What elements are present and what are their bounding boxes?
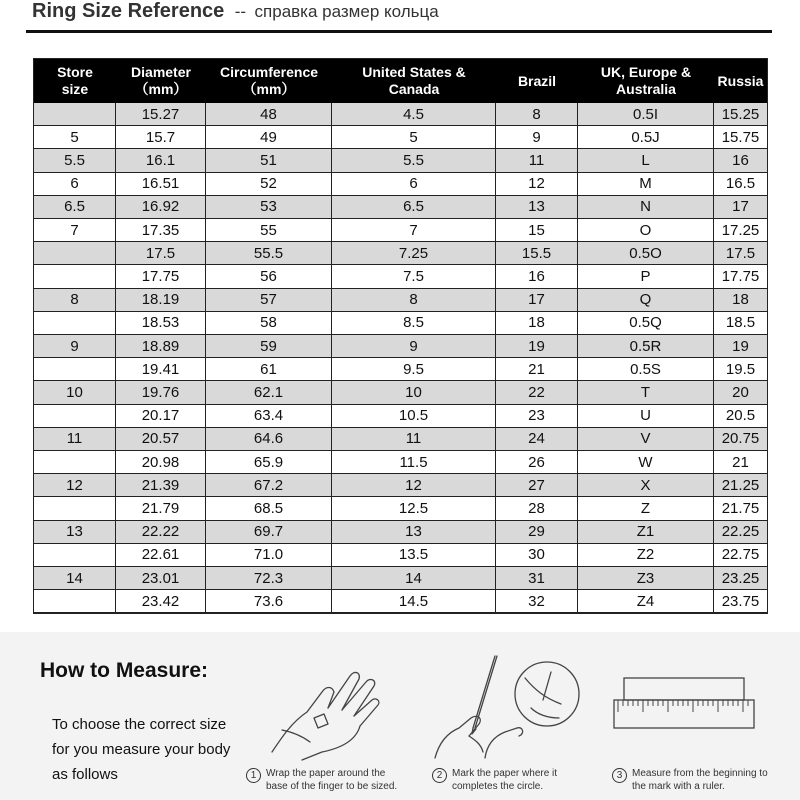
table-cell: 23.01 [116,567,206,590]
table-cell [34,358,116,381]
table-cell: 21 [714,451,767,474]
table-cell: 15.5 [496,242,578,265]
table-cell: 13 [34,521,116,544]
table-cell: 16.5 [714,173,767,196]
table-cell: 23.25 [714,567,767,590]
table-cell: 59 [206,335,332,358]
table-cell: 19 [714,335,767,358]
table-cell: 57 [206,289,332,312]
table-cell: 6.5 [34,196,116,219]
table-cell: 8.5 [332,312,496,335]
table-cell: N [578,196,714,219]
table-cell: P [578,265,714,288]
table-cell: 53 [206,196,332,219]
table-cell: Z1 [578,521,714,544]
table-cell: 69.7 [206,521,332,544]
table-row [34,149,767,172]
table-cell: Z [578,497,714,520]
table-cell: 15 [496,219,578,242]
table-cell: 48 [206,103,332,126]
table-cell: M [578,173,714,196]
table-cell: 0.5Q [578,312,714,335]
table-cell: 28 [496,497,578,520]
table-cell: 51 [206,149,332,172]
table-cell: 62.1 [206,381,332,404]
title-separator: -- [234,2,247,21]
measure-step-3 [612,767,772,793]
how-to-measure-heading: How to Measure: [40,659,209,682]
table-cell: 18 [496,312,578,335]
table-cell: 6 [332,173,496,196]
measure-step-2 [432,767,592,793]
column-header: Brazil [517,72,557,89]
table-cell: 58 [206,312,332,335]
table-cell: 18.89 [116,335,206,358]
table-cell: 15.7 [116,126,206,149]
table-cell: 16 [714,149,767,172]
table-cell: 6.5 [332,196,496,219]
table-cell: 11 [34,428,116,451]
table-cell: 15.27 [116,103,206,126]
table-cell: 31 [496,567,578,590]
table-cell: 12.5 [332,497,496,520]
table-cell: 4.5 [332,103,496,126]
table-cell: 18 [714,289,767,312]
table-cell: Z3 [578,567,714,590]
column-header: Russia [717,72,764,89]
table-cell: 7 [332,219,496,242]
table-cell: 20.75 [714,428,767,451]
table-cell: 10.5 [332,405,496,428]
table-cell: 11.5 [332,451,496,474]
table-cell: 17 [714,196,767,219]
table-cell: 17.75 [714,265,767,288]
table-cell: 14 [332,567,496,590]
table-row [34,358,767,381]
table-cell: 9 [332,335,496,358]
table-cell: 20.5 [714,405,767,428]
table-cell [34,451,116,474]
table-row [34,567,767,590]
table-cell: 13 [496,196,578,219]
table-cell: 15.75 [714,126,767,149]
table-cell: 18.5 [714,312,767,335]
table-row [34,103,767,126]
table-cell: 22 [496,381,578,404]
table-cell: 10 [332,381,496,404]
table-cell: 9 [496,126,578,149]
page-title [32,0,439,26]
table-cell: X [578,474,714,497]
ruler-icon [610,670,760,750]
table-cell: 49 [206,126,332,149]
column-header: UK, Europe & Australia [600,64,692,97]
table-cell [34,312,116,335]
table-row [34,381,767,404]
table-cell: 63.4 [206,405,332,428]
table-row [34,521,767,544]
table-cell: 19.5 [714,358,767,381]
table-cell: 7 [34,219,116,242]
title-main: Ring Size Reference [32,0,225,22]
table-cell: 13.5 [332,544,496,567]
table-cell: 6 [34,173,116,196]
ring-size-table [33,58,768,614]
table-cell: 67.2 [206,474,332,497]
table-body [34,103,767,613]
table-cell: 56 [206,265,332,288]
table-row [34,590,767,613]
table-cell: 20.57 [116,428,206,451]
table-cell: 17.75 [116,265,206,288]
table-cell: 18.53 [116,312,206,335]
table-cell: 23.75 [714,590,767,613]
table-cell [34,590,116,613]
table-cell: 19.76 [116,381,206,404]
table-cell: 11 [496,149,578,172]
table-cell: 65.9 [206,451,332,474]
column-header: Circumference （mm） [219,64,319,97]
table-cell [34,265,116,288]
table-row [34,312,767,335]
table-cell: 8 [332,289,496,312]
table-cell: 5.5 [34,149,116,172]
column-header: United States & Canada [362,64,466,97]
pen-mark-icon [425,648,585,764]
step-text: Measure from the beginning to the mark with a ruler. [632,768,768,792]
table-cell: Z4 [578,590,714,613]
table-row [34,219,767,242]
table-cell: 21.75 [714,497,767,520]
table-cell: 7.25 [332,242,496,265]
table-cell: 0.5R [578,335,714,358]
table-cell: 19 [496,335,578,358]
table-cell: Z2 [578,544,714,567]
table-cell: 0.5I [578,103,714,126]
table-row [34,474,767,497]
table-cell: 22.22 [116,521,206,544]
table-row [34,497,767,520]
table-cell: 32 [496,590,578,613]
table-cell: 61 [206,358,332,381]
table-cell: U [578,405,714,428]
step-text: Wrap the paper around the base of the finger to be sized. [266,768,398,792]
table-cell: 5 [34,126,116,149]
title-divider [26,30,772,33]
table-row [34,405,767,428]
table-cell [34,103,116,126]
table-cell: 12 [496,173,578,196]
table-cell [34,544,116,567]
table-cell: 8 [34,289,116,312]
table-row [34,289,767,312]
table-cell: 21 [496,358,578,381]
table-row [34,126,767,149]
table-cell: 55 [206,219,332,242]
column-header: Diameter （mm） [131,64,191,97]
table-cell: 23.42 [116,590,206,613]
table-cell: 8 [496,103,578,126]
table-cell: O [578,219,714,242]
table-cell: 73.6 [206,590,332,613]
how-to-measure-section [0,632,800,800]
table-cell: 13 [332,521,496,544]
table-cell: T [578,381,714,404]
step-number: 1 [246,768,261,783]
table-cell: 68.5 [206,497,332,520]
table-cell: 27 [496,474,578,497]
measure-explanation: To choose the correct size for you measure your body as follows [52,716,231,783]
table-cell: 24 [496,428,578,451]
table-cell: 12 [332,474,496,497]
table-cell: 30 [496,544,578,567]
table-cell: 26 [496,451,578,474]
table-cell: 22.61 [116,544,206,567]
table-cell: 0.5O [578,242,714,265]
table-row [34,265,767,288]
table-cell: 17.5 [714,242,767,265]
table-cell: 22.25 [714,521,767,544]
table-cell: 71.0 [206,544,332,567]
table-row [34,451,767,474]
table-cell: L [578,149,714,172]
table-row [34,428,767,451]
table-cell: 19.41 [116,358,206,381]
table-cell: 5 [332,126,496,149]
table-cell: 21.25 [714,474,767,497]
table-cell: 21.39 [116,474,206,497]
table-cell: 17.25 [714,219,767,242]
table-cell: Q [578,289,714,312]
table-row [34,335,767,358]
table-cell: 23 [496,405,578,428]
column-header: Store size [57,64,93,97]
table-cell: 0.5S [578,358,714,381]
table-cell: 9.5 [332,358,496,381]
table-cell: 14 [34,567,116,590]
table-cell: 20.17 [116,405,206,428]
table-cell: 5.5 [332,149,496,172]
table-cell: 72.3 [206,567,332,590]
table-cell: 29 [496,521,578,544]
table-cell: 14.5 [332,590,496,613]
table-cell [34,405,116,428]
table-cell: 10 [34,381,116,404]
table-cell: 55.5 [206,242,332,265]
table-cell: 17.5 [116,242,206,265]
table-row [34,196,767,219]
measure-step-1 [246,767,406,793]
table-cell [34,497,116,520]
table-header [34,59,767,103]
table-cell: 12 [34,474,116,497]
table-cell: 0.5J [578,126,714,149]
table-row [34,173,767,196]
table-cell: 22.75 [714,544,767,567]
table-cell: 21.79 [116,497,206,520]
step-number: 2 [432,768,447,783]
table-cell: 17.35 [116,219,206,242]
table-cell: 17 [496,289,578,312]
table-cell: 16.1 [116,149,206,172]
table-cell: 16 [496,265,578,288]
title-subtitle: справка размер кольца [254,2,439,21]
hand-wrap-icon [262,652,392,764]
table-cell: 18.19 [116,289,206,312]
table-cell: 15.25 [714,103,767,126]
table-cell: 52 [206,173,332,196]
table-cell: W [578,451,714,474]
table-cell: 20 [714,381,767,404]
table-cell: 16.51 [116,173,206,196]
table-cell [34,242,116,265]
table-row [34,242,767,265]
table-cell: 64.6 [206,428,332,451]
step-text: Mark the paper where it completes the circle. [452,768,558,792]
table-cell: 11 [332,428,496,451]
table-row [34,544,767,567]
table-cell: V [578,428,714,451]
step-number: 3 [612,768,627,783]
table-cell: 20.98 [116,451,206,474]
table-cell: 9 [34,335,116,358]
table-cell: 7.5 [332,265,496,288]
table-cell: 16.92 [116,196,206,219]
